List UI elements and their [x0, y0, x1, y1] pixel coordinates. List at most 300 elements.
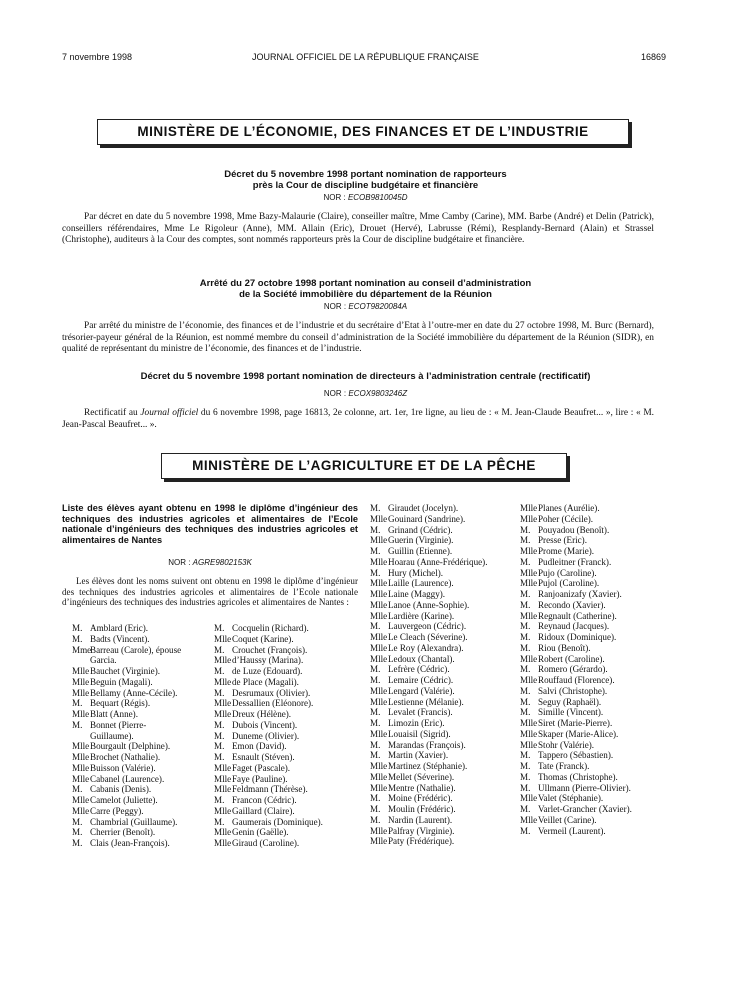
civility-title: Mlle [214, 698, 232, 709]
civility-title: M. [370, 718, 381, 728]
name-column-2 [214, 623, 323, 849]
graduate-name: de Place (Magali). [232, 676, 299, 687]
graduate-name: Le Roy (Alexandra). [388, 642, 464, 653]
graduate-name: Planes (Aurélie). [538, 503, 600, 513]
civility-title: M. [520, 685, 531, 696]
civility-title: Mlle [520, 653, 538, 664]
graduate-name: Francon (Cédric). [232, 795, 297, 805]
graduate-name: Clais (Jean-François). [90, 838, 170, 848]
civility-title: Mlle [370, 599, 388, 610]
graduate-name: Tate (Franck). [538, 761, 590, 771]
civility-title: M. [520, 804, 531, 814]
graduate-name: Beguin (Magali). [90, 676, 153, 687]
civility-title: Mlle [520, 546, 538, 556]
graduate-entry [370, 503, 487, 514]
graduate-entry [370, 568, 487, 579]
civility-title: M. [214, 752, 225, 762]
civility-title: M. [72, 623, 83, 633]
graduate-entry [520, 804, 632, 815]
civility-title: M. [520, 556, 531, 567]
graduate-entry [520, 772, 632, 783]
civility-title: Mlle [370, 610, 388, 621]
graduate-name: Faye (Pauline). [232, 773, 288, 784]
graduate-entry [520, 535, 632, 546]
civility-title: Mlle [370, 836, 388, 847]
graduate-name: Moine (Frédéric). [388, 793, 453, 804]
graduate-entry [370, 600, 487, 611]
civility-title: Mlle [370, 782, 388, 793]
civility-title: M. [214, 795, 225, 805]
civility-title: Mme [72, 644, 92, 655]
graduate-name: Ledoux (Chantal). [388, 653, 455, 664]
graduate-name: Bonnet (Pierre- [90, 719, 147, 730]
graduate-entry [72, 741, 181, 752]
decree-2-title-line-1: Arrêté du 27 octobre 1998 portant nomination au conseil d’administration [199, 278, 532, 289]
graduate-entry [370, 525, 487, 536]
graduate-name: Paty (Frédérique). [388, 836, 455, 847]
graduate-name: Giraudet (Jocelyn). [388, 503, 459, 513]
decree-1-nor: NOR : ECOB9810045D [323, 193, 408, 202]
graduate-entry [72, 827, 181, 838]
graduate-entry [520, 815, 632, 826]
graduate-entry [72, 634, 181, 645]
graduate-name: Giraud (Caroline). [232, 838, 300, 848]
graduate-entry [214, 688, 323, 699]
graduate-entry [72, 838, 181, 849]
graduate-entry [370, 783, 487, 794]
graduate-entry [214, 709, 323, 720]
graduate-entry [72, 720, 181, 731]
graduate-entry [520, 600, 632, 611]
header-date: 7 novembre 1998 [62, 52, 133, 62]
civility-title: Mlle [214, 827, 232, 838]
civility-title: M. [72, 698, 83, 709]
graduate-name: Gaumerais (Dominique). [232, 816, 323, 827]
graduate-name: Palfray (Virginie). [388, 825, 455, 836]
civility-title: M. [520, 750, 531, 761]
civility-title: Mlle [370, 632, 388, 642]
civility-title: M. [520, 761, 531, 771]
graduate-name: de Luze (Edouard). [232, 666, 303, 676]
graduate-entry [370, 815, 487, 826]
civility-title: Mlle [72, 752, 90, 762]
graduate-entry [72, 688, 181, 699]
graduate-name: Levalet (Francis). [388, 707, 453, 718]
civility-title: M. [520, 599, 531, 610]
civility-title: Mlle [520, 793, 538, 804]
civility-title: Mlle [520, 513, 538, 524]
ministry-agriculture-heading: MINISTÈRE DE L’AGRICULTURE ET DE LA PÊCHE [161, 453, 567, 479]
graduate-name: Carre (Peggy). [90, 805, 144, 816]
graduate-name: d’Haussy (Marina). [232, 655, 304, 666]
graduate-entry [214, 698, 323, 709]
civility-title: Mlle [520, 675, 538, 685]
civility-title: M. [370, 675, 381, 685]
civility-title: Mlle [72, 773, 90, 784]
graduate-name: Lengard (Valérie). [388, 685, 455, 696]
graduate-name: Ullmann (Pierre-Olivier). [538, 782, 631, 793]
civility-title: M. [520, 524, 531, 535]
graduate-entry [370, 611, 487, 622]
graduate-name: Bauchet (Virginie). [90, 666, 160, 676]
graduate-entry [520, 525, 632, 536]
list-title: Liste des élèves ayant obtenu en 1998 le diplôme d’ingénieur des techniques des industries agricoles et alimentaires de l’Ecole nationale d’ingénieurs des techniques des industries agricoles et alimentaires de Nantes [62, 503, 358, 545]
civility-title: Mlle [214, 676, 232, 687]
graduate-entry [520, 740, 632, 751]
civility-title: M. [520, 707, 531, 718]
civility-title: Mlle [370, 761, 388, 771]
graduate-name: Riou (Benoît). [538, 642, 591, 653]
graduate-entry [72, 677, 181, 688]
graduate-entry [520, 557, 632, 568]
graduate-name: Lanoe (Anne-Sophie). [388, 599, 470, 610]
civility-title: M. [520, 632, 531, 642]
civility-title: M. [72, 633, 83, 644]
graduate-name: Louaisil (Sigrid). [388, 728, 451, 739]
civility-title: Mlle [370, 825, 388, 836]
civility-title: Mlle [370, 771, 388, 782]
graduate-entry [214, 623, 323, 634]
civility-title: M. [520, 825, 531, 836]
graduate-name: Duneme (Olivier). [232, 730, 300, 741]
civility-title: M. [520, 771, 531, 782]
civility-title: M. [370, 524, 381, 535]
civility-title: M. [370, 793, 381, 804]
civility-title: M. [72, 816, 83, 827]
graduate-name: Buisson (Valérie). [90, 762, 156, 773]
list-intro: Les élèves dont les noms suivent ont obtenu en 1998 le diplôme d’ingénieur des techniques des industries agricoles et alimentaires de l’Ecole nationale d’ingénieurs des techniques des industries agricoles et alimentaires de Nantes : [62, 576, 358, 608]
graduate-name: Badts (Vincent). [90, 633, 150, 644]
graduate-name: Hury (Michel). [388, 567, 444, 578]
graduate-entry [214, 645, 323, 656]
civility-title: Mlle [370, 556, 388, 567]
graduate-entry [520, 686, 632, 697]
civility-title: Mlle [214, 784, 232, 795]
graduate-entry [520, 826, 632, 837]
graduate-name: Barreau (Carole), épouse [90, 644, 182, 655]
civility-title: Mlle [72, 666, 90, 676]
graduate-entry [520, 675, 632, 686]
graduate-entry [520, 568, 632, 579]
civility-title: Mlle [72, 795, 90, 805]
civility-title: Mlle [72, 762, 90, 773]
graduate-name: Vermeil (Laurent). [538, 825, 606, 836]
graduate-entry [370, 686, 487, 697]
graduate-name: Gaillard (Claire). [232, 805, 295, 816]
graduate-name: Dessallien (Eléonore). [232, 698, 314, 709]
civility-title: Mlle [72, 741, 90, 752]
graduate-entry [520, 514, 632, 525]
graduate-entry [370, 557, 487, 568]
decree-2-title-line-2: de la Société immobilière du département de la Réunion [239, 289, 492, 300]
graduate-name: Poher (Cécile). [538, 513, 594, 524]
graduate-name: Ridoux (Dominique). [538, 632, 617, 642]
graduate-entry [520, 643, 632, 654]
graduate-entry [520, 611, 632, 622]
graduate-entry [370, 826, 487, 837]
graduate-name: Feldmann (Thérèse). [232, 784, 308, 795]
graduate-name: Martinez (Stéphanie). [388, 761, 468, 771]
graduate-name: Cabanel (Laurence). [90, 773, 165, 784]
graduate-entry [72, 817, 181, 828]
graduate-name: Thomas (Christophe). [538, 771, 618, 782]
graduate-name: Guillin (Etienne). [388, 546, 453, 556]
decree-2-nor: NOR : ECOT9820084A [323, 302, 408, 311]
graduate-name: Valet (Stéphanie). [538, 793, 604, 804]
civility-title: Mlle [370, 685, 388, 696]
civility-title: Mlle [370, 642, 388, 653]
graduate-entry [520, 750, 632, 761]
graduate-entry [72, 774, 181, 785]
graduate-name: Gouinard (Sandrine). [388, 513, 466, 524]
graduate-name: Tappero (Sébastien). [538, 750, 614, 761]
graduate-entry [214, 752, 323, 763]
graduate-entry [520, 729, 632, 740]
graduate-name: Pouyadou (Benoît). [538, 524, 610, 535]
graduate-entry [520, 654, 632, 665]
civility-title: M. [520, 664, 531, 675]
civility-title: M. [370, 739, 381, 750]
graduate-entry [72, 645, 181, 656]
graduate-name: Recondo (Xavier). [538, 599, 606, 610]
civility-title: Mlle [370, 535, 388, 546]
graduate-name: Grinand (Cédric). [388, 524, 453, 535]
graduate-entry [214, 666, 323, 677]
graduate-entry [72, 806, 181, 817]
graduate-entry [214, 817, 323, 828]
civility-title: M. [370, 814, 381, 825]
civility-title: Mlle [370, 513, 388, 524]
graduate-entry [370, 675, 487, 686]
civility-title: Mlle [72, 687, 90, 698]
graduate-entry [370, 729, 487, 740]
graduate-name: Skaper (Marie-Alice). [538, 728, 619, 739]
graduate-entry [214, 827, 323, 838]
graduate-entry [370, 697, 487, 708]
civility-title: Mlle [214, 762, 232, 773]
civility-title: Mlle [72, 805, 90, 816]
civility-title: M. [370, 750, 381, 761]
graduate-entry [370, 632, 487, 643]
graduate-name: Bequart (Régis). [90, 698, 151, 709]
graduate-entry [370, 793, 487, 804]
civility-title: M. [214, 816, 225, 827]
graduate-entry [72, 709, 181, 720]
graduate-entry [72, 763, 181, 774]
graduate-name: Presse (Eric). [538, 535, 587, 546]
graduate-entry [370, 643, 487, 654]
graduate-name-continued: Guillaume). [90, 730, 134, 741]
graduate-name: Emon (David). [232, 741, 287, 752]
graduate-name: Cabanis (Denis). [90, 784, 152, 795]
civility-title: M. [370, 546, 381, 556]
civility-title: M. [72, 838, 83, 848]
graduate-name: Moulin (Frédéric). [388, 804, 456, 814]
graduate-name: Rouffaud (Florence). [538, 675, 615, 685]
graduate-entry [370, 664, 487, 675]
graduate-name: Lauvergeon (Cédric). [388, 621, 467, 632]
civility-title: Mlle [370, 728, 388, 739]
graduate-name: Coquet (Karine). [232, 633, 294, 644]
graduate-name: Pudleitner (Franck). [538, 556, 612, 567]
graduate-name: Dubois (Vincent). [232, 719, 298, 730]
graduate-name: Prome (Marie). [538, 546, 595, 556]
civility-title: Mlle [370, 653, 388, 664]
civility-title: M. [370, 621, 381, 632]
graduate-name: Mellet (Séverine). [388, 771, 455, 782]
civility-title: M. [214, 623, 225, 633]
decree-1-text: Par décret en date du 5 novembre 1998, Mme Bazy-Malaurie (Claire), conseiller maître, Mme Camby (Carine), MM. Barbe (André) et Delin (Patrick), conseillers référendaires, Mme Le Rigoleur (Anne), MM. Allain (Eric), Drouet (Hervé), Labrusse (Rémi), Resplandy-Bernard (Alain) et Strassel (Christophe), auditeurs à la Cour des comptes, sont nommés rapporteurs près la Cour de discipline budgétaire et financière. [62, 212, 654, 245]
civility-title: M. [370, 503, 381, 513]
graduate-entry [370, 750, 487, 761]
civility-title: Mlle [214, 655, 232, 666]
graduate-name: Martin (Xavier). [388, 750, 449, 761]
civility-title: Mlle [520, 718, 538, 728]
graduate-name: Amblard (Eric). [90, 623, 149, 633]
journal-title: JOURNAL OFFICIEL DE LA RÉPUBLIQUE FRANÇAISE [252, 52, 479, 62]
graduate-entry [370, 836, 487, 847]
graduate-entry [214, 774, 323, 785]
graduate-name: Pujol (Caroline). [538, 578, 600, 589]
civility-title: Mlle [214, 805, 232, 816]
name-column-3 [370, 503, 487, 847]
graduate-name: Cherrier (Benoît). [90, 827, 156, 838]
graduate-entry [214, 784, 323, 795]
graduate-name: Lardière (Karine). [388, 610, 455, 621]
graduate-name: Brochet (Nathalie). [90, 752, 161, 762]
graduate-entry [520, 664, 632, 675]
graduate-name: Lemaire (Cédric). [388, 675, 454, 685]
civility-title: M. [214, 666, 225, 676]
graduate-entry [370, 804, 487, 815]
graduate-name: Esnault (Stéven). [232, 752, 295, 762]
graduate-entry [520, 707, 632, 718]
graduate-name: Le Cleach (Séverine). [388, 632, 468, 642]
graduate-entry [214, 655, 323, 666]
civility-title: Mlle [214, 709, 232, 719]
graduate-entry [214, 763, 323, 774]
graduate-name: Laine (Maggy). [388, 589, 446, 599]
graduate-name: Cocquelin (Richard). [232, 623, 309, 633]
graduate-name: Reynaud (Jacques). [538, 621, 610, 632]
page-number: 16869 [640, 52, 666, 62]
graduate-entry [370, 772, 487, 783]
graduate-entry [72, 666, 181, 677]
civility-title: M. [520, 642, 531, 653]
graduate-entry [370, 761, 487, 772]
graduate-name: Varlet-Grancher (Xavier). [538, 804, 632, 814]
graduate-name: Lestienne (Mélanie). [388, 696, 464, 707]
graduate-entry [214, 720, 323, 731]
graduate-name: Camelot (Juliette). [90, 795, 158, 805]
graduate-entry [370, 535, 487, 546]
graduate-name: Veillet (Carine). [538, 814, 597, 825]
graduate-entry [370, 718, 487, 729]
graduate-name: Regnault (Catherine). [538, 610, 617, 621]
graduate-entry [370, 654, 487, 665]
civility-title: Mlle [520, 567, 538, 578]
graduate-name: Simille (Vincent). [538, 707, 604, 718]
civility-title: M. [520, 782, 531, 793]
graduate-entry [520, 793, 632, 804]
graduate-name: Limozin (Eric). [388, 718, 445, 728]
graduate-entry [214, 838, 323, 849]
civility-title: Mlle [370, 578, 388, 589]
graduate-entry [370, 578, 487, 589]
civility-title: Mlle [370, 589, 388, 599]
graduate-name: Pujo (Caroline). [538, 567, 597, 578]
graduate-entry [370, 589, 487, 600]
list-nor: NOR : AGRE9802153K [168, 558, 252, 567]
graduate-entry [214, 731, 323, 742]
civility-title: M. [520, 589, 531, 599]
civility-title: Mlle [214, 773, 232, 784]
graduate-entry [370, 621, 487, 632]
graduate-name: Laille (Laurence). [388, 578, 454, 589]
civility-title: M. [520, 696, 531, 707]
decree-3-text: Rectificatif au Journal officiel du 6 novembre 1998, page 16813, 2e colonne, art. 1er, 1re ligne, au lieu de : « M. Jean-Claude Beaufret... », lire : « M. Jean-Pascal Beaufret... ». [62, 408, 654, 430]
civility-title: Mlle [520, 728, 538, 739]
graduate-name-continued: Garcia. [90, 655, 117, 666]
graduate-name: Salvi (Christophe). [538, 685, 608, 696]
graduate-entry [214, 741, 323, 752]
civility-title: Mlle [72, 676, 90, 687]
civility-title: Mlle [520, 814, 538, 825]
graduate-name: Genin (Gaëlle). [232, 827, 289, 838]
graduate-name: Guerin (Virginie). [388, 535, 454, 546]
graduate-entry [520, 761, 632, 772]
civility-title: Mlle [72, 709, 90, 719]
civility-title: M. [370, 804, 381, 814]
graduate-name: Chambrial (Guillaume). [90, 816, 178, 827]
decree-3-nor: NOR : ECOX9803246Z [323, 389, 408, 398]
graduate-name: Ranjoanizafy (Xavier). [538, 589, 622, 599]
graduate-entry [520, 697, 632, 708]
graduate-entry [72, 752, 181, 763]
name-column-1 [72, 623, 181, 849]
graduate-entry [370, 514, 487, 525]
civility-title: M. [214, 741, 225, 752]
civility-title: M. [370, 567, 381, 578]
graduate-name: Robert (Caroline). [538, 653, 605, 664]
civility-title: Mlle [520, 610, 538, 621]
civility-title: M. [370, 707, 381, 718]
civility-title: M. [214, 730, 225, 741]
name-column-4 [520, 503, 632, 836]
graduate-name: Desrumaux (Olivier). [232, 687, 311, 698]
civility-title: M. [214, 687, 225, 698]
graduate-name: Faget (Pascale). [232, 762, 291, 773]
graduate-entry [72, 623, 181, 634]
graduate-name: Blatt (Anne). [90, 709, 138, 719]
graduate-name: Nardin (Laurent). [388, 814, 453, 825]
graduate-entry [520, 546, 632, 557]
graduate-entry [520, 783, 632, 794]
graduate-name: Bourgault (Delphine). [90, 741, 171, 752]
civility-title: Mlle [370, 696, 388, 707]
graduate-name: Crouchet (François). [232, 644, 308, 655]
decree-2-text: Par arrêté du ministre de l’économie, des finances et de l’industrie et du secrétaire d’Etat à l’outre-mer en date du 27 octobre 1998, M. Burc (Bernard), trésorier-payeur général de la Réunion, est nommé membre du conseil d’administration de la Société immobilière du département de la Réunion (SIDR), en qualité de représentant du ministre de l’économie, des finances et de l’industrie. [62, 321, 654, 354]
civility-title: Mlle [214, 838, 232, 848]
graduate-entry [214, 677, 323, 688]
civility-title: Mlle [520, 503, 538, 513]
graduate-entry [72, 698, 181, 709]
graduate-entry [214, 634, 323, 645]
graduate-entry [520, 632, 632, 643]
civility-title: M. [214, 719, 225, 730]
graduate-name: Mentre (Nathalie). [388, 782, 456, 793]
graduate-entry [520, 578, 632, 589]
